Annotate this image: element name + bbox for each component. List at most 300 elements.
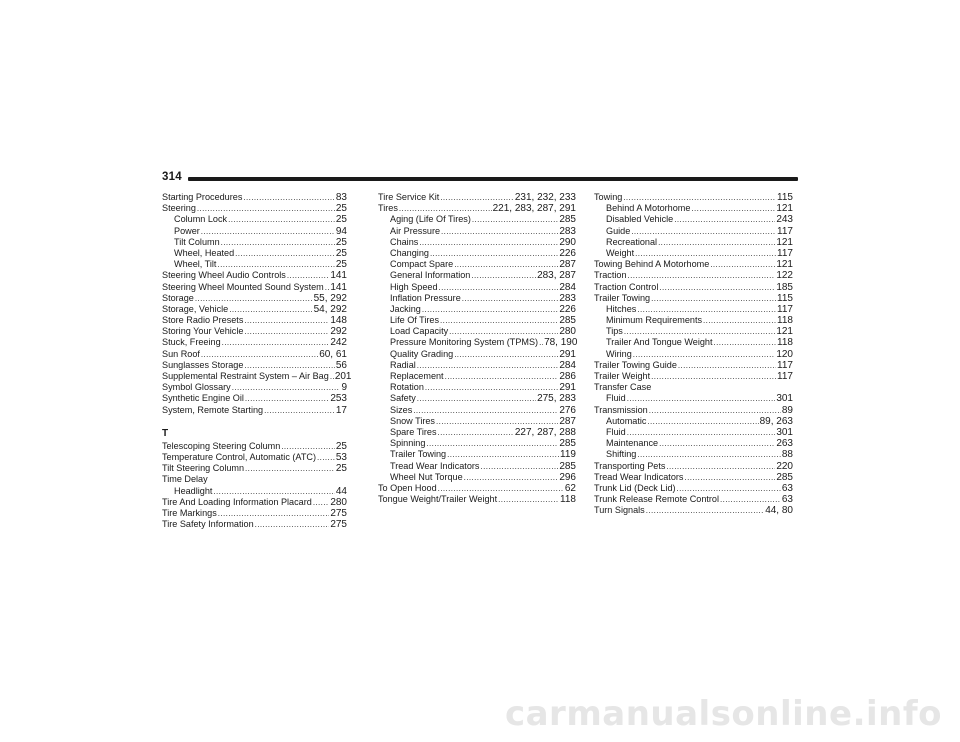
entry-text: Fluid [606, 426, 626, 437]
entry-page-ref: 120 [776, 348, 793, 360]
entry-text: Storage, Vehicle [162, 303, 229, 314]
entry-text: High Speed [390, 281, 438, 292]
entry-text: Store Radio Presets [162, 315, 244, 326]
dot-leader [628, 270, 776, 281]
entry-text: Storing Your Vehicle [162, 326, 244, 337]
entry-text: Steering [162, 203, 196, 214]
index-subentry [378, 248, 576, 259]
entry-page-ref: 63 [781, 482, 793, 494]
entry-page-ref: 115 [777, 192, 793, 203]
dot-leader [245, 393, 329, 404]
dot-leader [472, 214, 558, 225]
entry-text: Trailer Weight [594, 371, 651, 381]
dot-leader [325, 282, 330, 293]
entry-page-ref: 117 [777, 371, 793, 382]
entry-page-ref: 242 [330, 337, 347, 349]
entry-text: Air Pressure [390, 225, 441, 236]
dot-leader [631, 226, 776, 237]
dot-leader [222, 337, 330, 348]
index-entry [594, 282, 793, 293]
entry-text: Hitches [606, 303, 637, 314]
dot-leader [703, 315, 776, 326]
dot-leader [649, 405, 781, 416]
dot-leader [445, 371, 559, 382]
entry-page-ref: 291 [559, 382, 576, 394]
dot-leader [441, 226, 558, 237]
index-entry [594, 494, 793, 505]
dot-leader [440, 315, 558, 326]
entry-text: Replacement [390, 371, 444, 381]
index-entry [162, 371, 352, 382]
entry-page-ref: 25 [335, 214, 347, 226]
index-subentry [594, 237, 793, 248]
dot-leader [425, 382, 558, 393]
entry-text: Transmission [594, 404, 648, 415]
index-entry [162, 315, 347, 326]
index-subentry [378, 438, 576, 449]
index-entry [594, 360, 793, 371]
entry-text: Transfer Case [594, 382, 652, 393]
index-subentry [378, 427, 576, 438]
entry-text: Trailer Towing Guide [594, 359, 677, 370]
dot-leader [464, 472, 559, 483]
index-subentry [594, 449, 793, 460]
index-entry [162, 349, 347, 360]
dot-leader [637, 449, 781, 460]
entry-text: Wheel, Heated [174, 247, 235, 258]
dot-leader [426, 438, 558, 449]
entry-text: Tongue Weight/Trailer Weight [378, 494, 498, 505]
index-subentry [594, 214, 793, 225]
entry-text: Pressure Monitoring System (TPMS) [390, 337, 539, 348]
entry-text: Supplemental Restraint System – Air Bag [162, 371, 329, 381]
dot-leader [228, 214, 335, 225]
index-entry [378, 192, 576, 203]
entry-text: Trailer Towing [390, 449, 447, 460]
entry-page-ref: 296 [559, 471, 576, 483]
dot-leader [471, 270, 536, 281]
entry-page-ref: 141 [330, 281, 347, 293]
dot-leader [714, 337, 777, 348]
index-entry [594, 483, 793, 494]
entry-text: Storage [162, 292, 194, 303]
index-entry [162, 508, 347, 519]
entry-text: Traction [594, 270, 627, 281]
index-subentry [378, 416, 576, 427]
page-number: 314 [162, 171, 182, 183]
entry-page-ref: 185 [776, 281, 793, 293]
dot-leader [244, 315, 329, 326]
entry-page-ref: 25 [335, 247, 347, 259]
entry-page-ref: 290 [559, 236, 576, 248]
dot-leader [684, 472, 775, 483]
entry-page-ref: 55, 292 [313, 292, 347, 304]
dot-leader [218, 508, 330, 519]
entry-page-ref: 25 [335, 236, 347, 248]
dot-leader [197, 203, 335, 214]
entry-page-ref: 121 [776, 236, 793, 248]
index-subentry [594, 393, 793, 404]
index-entry [162, 192, 347, 203]
index-entry [162, 382, 347, 393]
entry-text: Disabled Vehicle [606, 214, 674, 225]
index-entry [594, 505, 793, 516]
dot-leader [627, 393, 776, 404]
entry-text: Tread Wear Indicators [390, 460, 480, 471]
dot-leader [624, 326, 775, 337]
index-subentry [378, 326, 576, 337]
index-entry [162, 282, 347, 293]
entry-page-ref: 118 [777, 337, 793, 349]
index-entry [162, 452, 347, 463]
entry-text: Aging (Life Of Tires) [390, 214, 471, 225]
index-subentry [378, 270, 576, 281]
index-subentry [378, 337, 576, 348]
dot-leader [454, 259, 558, 270]
entry-text: Stuck, Freeing [162, 337, 221, 348]
entry-text: Weight [606, 247, 635, 258]
dot-leader [720, 494, 781, 505]
entry-page-ref: 44, 80 [765, 505, 793, 517]
entry-text: Steering Wheel Mounted Sound System [162, 281, 324, 292]
dot-leader [666, 461, 775, 472]
entry-page-ref: 62 [564, 482, 576, 494]
dot-leader [436, 416, 558, 427]
index-subentry [378, 393, 576, 404]
entry-page-ref: 226 [559, 247, 576, 259]
entry-page-ref: 115 [777, 292, 793, 304]
entry-page-ref: 280 [330, 496, 347, 508]
index-subentry [162, 259, 347, 270]
entry-page-ref: 121 [776, 203, 793, 215]
entry-text: Transporting Pets [594, 460, 666, 471]
entry-text: Tread Wear Indicators [594, 471, 684, 482]
entry-page-ref: 44 [335, 485, 347, 497]
index-subentry [378, 237, 576, 248]
entry-page-ref: 283 [559, 292, 576, 304]
index-subentry [594, 304, 793, 315]
entry-page-ref: 301 [776, 426, 793, 438]
entry-text: Behind A Motorhome [606, 203, 691, 214]
entry-text: Trunk Lid (Deck Lid) [594, 482, 676, 493]
dot-leader [255, 519, 330, 530]
index-entry [162, 497, 347, 508]
entry-text: Spare Tires [390, 426, 437, 437]
dot-leader [232, 382, 341, 393]
entry-page-ref: 88 [781, 449, 793, 461]
entry-text: Headlight [174, 485, 213, 496]
entry-text: Life Of Tires [390, 315, 440, 326]
dot-leader [651, 293, 776, 304]
entry-text: Trailer And Tongue Weight [606, 337, 713, 348]
index-subentry [594, 226, 793, 237]
index-subentry [594, 326, 793, 337]
entry-text: Load Capacity [390, 326, 449, 337]
entry-page-ref: 263 [776, 438, 793, 450]
dot-leader [658, 237, 775, 248]
entry-page-ref: 291 [559, 348, 576, 360]
index-entry [594, 405, 793, 416]
index-entry [162, 441, 347, 452]
entry-page-ref: 63 [781, 494, 793, 506]
dot-leader [454, 349, 558, 360]
dot-leader [313, 497, 330, 508]
index-column-3 [594, 192, 793, 516]
dot-leader [221, 237, 335, 248]
entry-page-ref: 220 [776, 460, 793, 472]
dot-leader [330, 371, 334, 382]
dot-leader [417, 393, 536, 404]
entry-page-ref: 227, 287, 288 [514, 426, 576, 438]
dot-leader [449, 326, 558, 337]
dot-leader [637, 304, 776, 315]
index-subentry [378, 315, 576, 326]
entry-page-ref: 287 [559, 259, 576, 271]
entry-page-ref: 25 [335, 259, 347, 271]
entry-page-ref: 243 [776, 214, 793, 226]
index-entry [162, 463, 347, 474]
dot-leader [440, 192, 514, 203]
entry-text: System, Remote Starting [162, 404, 264, 415]
index-subentry [378, 214, 576, 225]
index-entry [594, 371, 793, 382]
entry-page-ref: 226 [559, 303, 576, 315]
entry-text: Turn Signals [594, 505, 645, 516]
dot-leader [447, 449, 559, 460]
dot-leader [646, 505, 764, 516]
entry-page-ref: 301 [776, 393, 793, 405]
dot-leader [430, 248, 558, 259]
index-entry [162, 293, 347, 304]
index-entry [594, 270, 793, 281]
entry-page-ref: 25 [335, 203, 347, 215]
index-subentry [594, 315, 793, 326]
index-entry [594, 461, 793, 472]
dot-leader [264, 405, 335, 416]
entry-text: To Open Hood [378, 482, 437, 493]
entry-text: Wiring [606, 348, 632, 359]
entry-text: General Information [390, 270, 471, 281]
dot-leader [710, 259, 775, 270]
entry-text: Towing [594, 192, 623, 202]
index-entry [378, 203, 576, 214]
entry-page-ref: 121 [776, 259, 793, 271]
dot-leader [281, 441, 335, 452]
dot-leader [691, 203, 775, 214]
dot-leader [647, 416, 758, 427]
entry-page-ref: 283 [559, 225, 576, 237]
index-entry [162, 393, 347, 404]
entry-text: Tire Safety Information [162, 519, 254, 530]
entry-page-ref: 285 [559, 214, 576, 226]
entry-text: Sizes [390, 404, 413, 415]
entry-page-ref: 285 [559, 315, 576, 327]
entry-text: Tire And Loading Information Placard [162, 496, 312, 507]
index-column-2 [378, 192, 576, 505]
dot-leader [627, 427, 776, 438]
entry-page-ref: 9 [341, 382, 347, 394]
index-subentry [378, 349, 576, 360]
entry-text: Wheel, Tilt [174, 259, 217, 270]
entry-page-ref: 286 [559, 371, 576, 382]
dot-leader [674, 214, 775, 225]
index-subentry [162, 226, 347, 237]
entry-page-ref: 141 [330, 270, 347, 282]
index-subentry [378, 371, 576, 382]
index-subentry [162, 237, 347, 248]
entry-text: Chains [390, 236, 419, 247]
index-subentry [162, 214, 347, 225]
index-entry [378, 494, 576, 505]
entry-page-ref: 117 [777, 303, 793, 315]
entry-page-ref: 60, 61 [319, 348, 347, 360]
index-entry [594, 192, 793, 203]
entry-text: Safety [390, 393, 416, 404]
entry-text: Tilt Steering Column [162, 463, 245, 474]
index-entry [162, 203, 347, 214]
dot-leader [201, 226, 335, 237]
index-subentry [378, 461, 576, 472]
entry-text: Spinning [390, 438, 426, 449]
entry-page-ref: 17 [335, 404, 347, 416]
entry-text: Towing Behind A Motorhome [594, 259, 710, 270]
entry-text: Jacking [390, 303, 421, 314]
entry-text: Maintenance [606, 438, 659, 449]
entry-page-ref: 148 [330, 315, 347, 327]
entry-page-ref: 283, 287 [537, 270, 576, 282]
entry-page-ref: 292 [330, 326, 347, 338]
entry-page-ref: 285 [559, 460, 576, 472]
dot-leader [659, 282, 775, 293]
entry-page-ref: 117 [777, 247, 793, 259]
entry-page-ref: 117 [777, 359, 793, 371]
index-entry [594, 472, 793, 483]
index-subentry [594, 438, 793, 449]
entry-text: Wheel Nut Torque [390, 471, 463, 482]
entry-page-ref: 253 [330, 393, 347, 405]
entry-page-ref: 284 [559, 281, 576, 293]
dot-leader [462, 293, 559, 304]
dot-leader [287, 270, 329, 281]
entry-page-ref: 121 [776, 326, 793, 338]
entry-page-ref: 94 [335, 225, 347, 237]
index-subentry [594, 416, 793, 427]
entry-text: Fluid [606, 393, 626, 404]
index-subentry [378, 449, 576, 460]
entry-page-ref: 56 [335, 359, 347, 371]
entry-text: Rotation [390, 382, 424, 393]
entry-page-ref: 83 [335, 192, 347, 203]
entry-text: Radial [390, 359, 416, 370]
dot-leader [413, 405, 558, 416]
dot-leader [539, 337, 543, 348]
entry-text: Trunk Release Remote Control [594, 494, 720, 505]
dot-leader [438, 483, 564, 494]
dot-leader [498, 494, 559, 505]
entry-page-ref: 231, 232, 233 [514, 192, 576, 203]
entry-text: Tire Service Kit [378, 192, 440, 202]
entry-text: Power [174, 225, 200, 236]
index-entry [594, 259, 793, 270]
entry-page-ref: 287 [559, 415, 576, 427]
entry-text: Temperature Control, Automatic (ATC) [162, 451, 316, 462]
entry-text: Time Delay [162, 474, 208, 485]
index-subentry [594, 427, 793, 438]
entry-page-ref: 284 [559, 359, 576, 371]
entry-page-ref: 119 [560, 449, 576, 461]
entry-text: Tire Markings [162, 507, 217, 518]
entry-page-ref: 221, 283, 287, 291 [492, 203, 576, 215]
dot-leader [244, 360, 334, 371]
dot-leader [480, 461, 558, 472]
entry-text: Automatic [606, 415, 647, 426]
index-subentry [594, 337, 793, 348]
index-subentry [162, 248, 347, 259]
index-subentry [378, 360, 576, 371]
entry-text: Tires [378, 203, 398, 214]
entry-page-ref: 276 [559, 404, 576, 416]
dot-leader [417, 360, 559, 371]
entry-page-ref: 275 [330, 507, 347, 519]
index-entry [162, 337, 347, 348]
entry-page-ref: 122 [776, 270, 793, 282]
index-subentry [378, 472, 576, 483]
dot-leader [635, 248, 776, 259]
watermark: carmanualsonline.info [504, 694, 942, 734]
entry-page-ref: 25 [335, 440, 347, 452]
entry-text: Telescoping Steering Column [162, 440, 281, 451]
dot-leader [678, 360, 776, 371]
entry-text: Sunglasses Storage [162, 359, 244, 370]
entry-text: Inflation Pressure [390, 292, 461, 303]
header-rule [188, 177, 798, 181]
entry-page-ref: 118 [560, 494, 576, 506]
entry-page-ref: 89, 263 [759, 415, 793, 427]
index-subentry [594, 203, 793, 214]
dot-leader [229, 304, 312, 315]
index-subentry [162, 486, 347, 497]
entry-text: Tips [606, 326, 623, 337]
entry-page-ref: 78, 190 [544, 337, 578, 349]
entry-page-ref: 89 [781, 404, 793, 416]
entry-text: Column Lock [174, 214, 228, 225]
dot-leader [217, 259, 334, 270]
index-entry [162, 304, 347, 315]
index-entry [594, 382, 793, 393]
dot-leader [243, 192, 335, 203]
index-entry [378, 483, 576, 494]
index-subentry [594, 248, 793, 259]
index-subentry [594, 349, 793, 360]
index-entry [162, 405, 347, 416]
dot-leader [422, 304, 558, 315]
entry-page-ref: 275, 283 [537, 393, 576, 405]
entry-page-ref: 285 [776, 471, 793, 483]
index-column-1 [162, 192, 352, 531]
entry-text: Symbol Glossary [162, 382, 231, 393]
entry-text: Tilt Column [174, 236, 220, 247]
index-entry [162, 360, 347, 371]
entry-text: Minimum Requirements [606, 315, 703, 326]
entry-page-ref: 275 [330, 519, 347, 531]
dot-leader [677, 483, 781, 494]
entry-page-ref: 117 [777, 225, 793, 237]
entry-text: Recreational [606, 236, 658, 247]
dot-leader [659, 438, 775, 449]
index-entry [162, 270, 347, 281]
entry-page-ref: 53 [335, 451, 347, 463]
dot-leader [195, 293, 313, 304]
